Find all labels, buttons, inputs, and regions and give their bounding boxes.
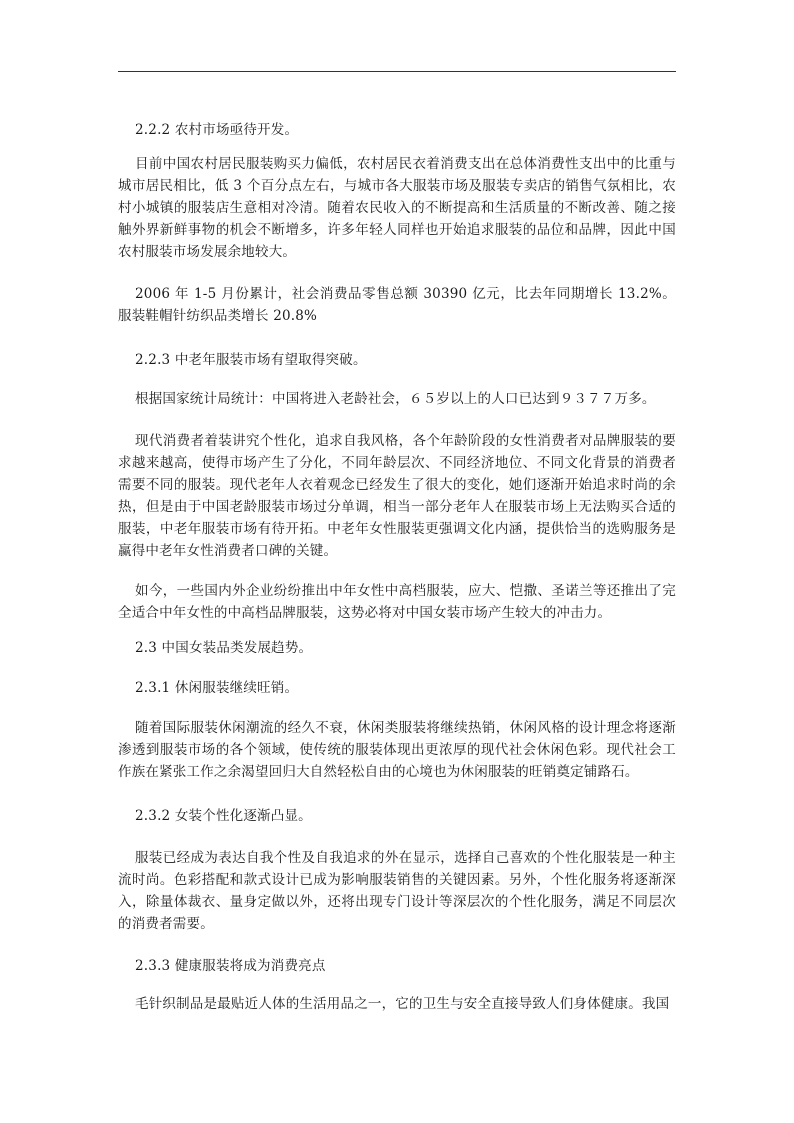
paragraph-individuality: 服装已经成为表达自我个性及自我追求的外在显示，选择自己喜欢的个性化服装是一种主流时尚。色彩搭配和款式设计已成为影响服装销售的关键因素。另外，个性化服务将逐渐深入，除量体裁衣、量身定做以外，还将出现专门设计等深层次的个性化服务，满足不同层次的消费者需要。 (118, 850, 676, 932)
heading-2-3-2: 2.3.2 女装个性化逐渐凸显。 (135, 808, 312, 824)
paragraph-casual-wear: 随着国际服装休闲潮流的经久不衰，休闲类服装将继续热销，休闲风格的设计理念将逐渐渗透到服装市场的各个领域，使传统的服装体现出更浓厚的现代社会休闲色彩。现代社会工作族在紧张工作之余渴望回归大自然轻松自由的心境也为休闲服装的旺销奠定铺路石。 (118, 720, 676, 780)
heading-2-2-2: 2.2.2 农村市场亟待开发。 (135, 122, 299, 138)
paragraph-brands: 如今，一些国内外企业纷纷推出中年女性中高档服装，应大、恺撒、圣诺兰等还推出了完全适合中年女性的中高档品牌服装，这势必将对中国女装市场产生较大的冲击力。 (118, 583, 676, 621)
header-rule (118, 71, 676, 72)
paragraph-rural-market: 目前中国农村居民服装购买力偏低，农村居民衣着消费支出在总体消费性支出中的比重与城市居民相比，低 3 个百分点左右，与城市各大服装市场及服装专卖店的销售气氛相比，农村小城镇的服装店生意相对冷清。随着农民收入的不断提高和生活质量的不断改善、随之接触外界新鲜事物的机会不断增多，许多年轻人同样也开始追求服装的品位和品牌，因此中国农村服装市场发展余地较大。 (118, 156, 676, 260)
heading-2-2-3: 2.2.3 中老年服装市场有望取得突破。 (135, 352, 367, 368)
paragraph-knitwear: 毛针织制品是最贴近人体的生活用品之一，它的卫生与安全直接导致人们身体健康。我国 (135, 996, 670, 1012)
heading-2-3-3: 2.3.3 健康服装将成为消费亮点 (135, 958, 326, 974)
paragraph-personalization: 现代消费者着装讲究个性化，追求自我风格，各个年龄阶段的女性消费者对品牌服装的要求越来越高，使得市场产生了分化，不同年龄层次、不同经济地位、不同文化背景的消费者需要不同的服装。现代老年人衣着观念已经发生了很大的变化，她们逐渐开始追求时尚的余热，但是由于中国老龄服装市场过分单调，相当一部分老年人在服装市场上无法购买合适的服装，中老年服装市场有待开拓。中老年女性服装更强调文化内涵，提供恰当的选购服务是赢得中老年女性消费者口碑的关键。 (118, 433, 676, 559)
paragraph-retail-sales: 2006 年 1-5 月份累计，社会消费品零售总额 30390 亿元，比去年同期增长 13.2%。服装鞋帽针纺织品类增长 20.8% (118, 286, 676, 324)
heading-2-3: 2.3 中国女装品类发展趋势。 (135, 640, 313, 656)
heading-2-3-1: 2.3.1 休闲服装继续旺销。 (135, 680, 299, 696)
paragraph-aging-statistics: 根据国家统计局统计：中国将进入老龄社会，６５岁以上的人口已达到９３７７万多。 (135, 391, 656, 407)
